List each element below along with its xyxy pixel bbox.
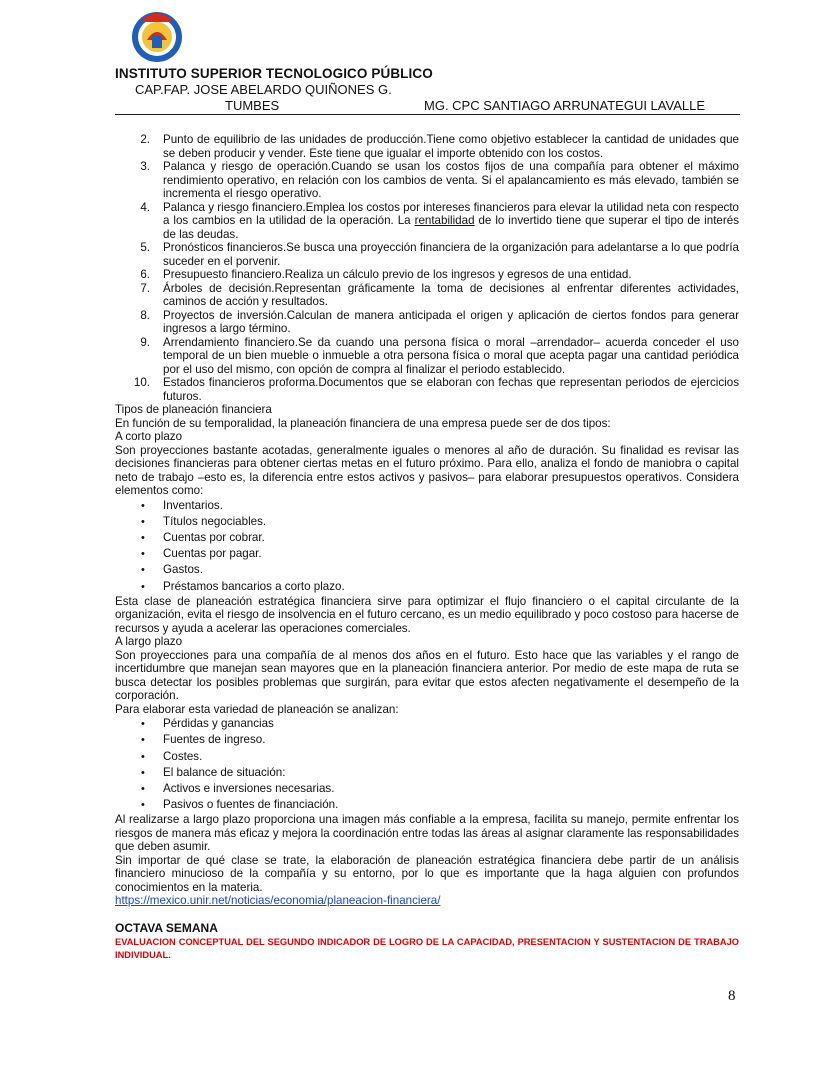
paragraph: Son proyecciones para una compañía de al menos dos años en el futuro. Esto hace que las variables y el rango de incertidumbre que manejan sean mayores que en la planeación financiera anterior. Por medio de este mapa de ruta se busca detectar los posibles problemas que surgirán, para evitar que estos afecten negativamente el desempeño de la corporación. <box>115 648 739 703</box>
list-item: 3. Palanca y riesgo de operación.Cuando se usan los costos fijos de una compañía para obtener el máximo rendimiento operativo, en relación con los cambios de venta. Si el apalancamiento es más elevado, también se incrementa el riesgo operativo. <box>140 160 739 200</box>
paragraph: En función de su temporalidad, la planeación financiera de una empresa puede ser de dos tipos: <box>115 416 611 430</box>
teacher-name: MG. CPC SANTIAGO ARRUNATEGUI LAVALLE <box>424 98 706 113</box>
paragraph: Son proyecciones bastante acotadas, generalmente iguales o menores al año de duración. Su finalidad es revisar las decisiones financieras para obtener ciertas metas en el futuro próximo. Para ello, analiza el fondo de maniobra o capital neto de trabajo –esto es, la diferencia entre estos activos y pasivos– para elaborar presupuestos operativos. Considera elementos como: <box>115 443 739 497</box>
list-item: 9. Arrendamiento financiero.Se da cuando una persona física o moral –arrendador– acuerda conceder el uso temporal de un bien mueble o inmueble a otra persona física o moral que acepta pagar una cantidad periódica por el uso del mismo, con opción de compra al finalizar el periodo establecido. <box>140 335 739 376</box>
header-divider <box>115 114 740 115</box>
subsection-heading: A corto plazo <box>115 430 183 443</box>
list-item: • Préstamos bancarios a corto plazo. <box>115 579 739 595</box>
bullet-list <box>115 716 739 813</box>
list-item: 8. Proyectos de inversión.Calculan de manera anticipada el origen y aplicación de ciertos fondos para generar ingresos a largo término. <box>140 308 739 335</box>
numbered-list <box>115 133 739 403</box>
paragraph: Esta clase de planeación estratégica financiera sirve para optimizar el flujo financiero o el capital circulante de la organización, evita el riesgo de insolvencia en el futuro cercano, es un medio equilibrado y poco costoso para hacerse de recursos y ayuda a acelerar las operaciones comerciales. <box>115 594 739 635</box>
list-item: • Cuentas por pagar. <box>115 546 739 562</box>
list-item: • Gastos. <box>115 562 739 578</box>
institution-name: INSTITUTO SUPERIOR TECNOLOGICO PÚBLICO <box>115 66 433 81</box>
list-item: • Inventarios. <box>115 498 739 514</box>
section-heading: Tipos de planeación financiera <box>115 403 272 416</box>
list-item: • Pérdidas y ganancias <box>115 716 739 732</box>
list-item: • Títulos negociables. <box>115 514 739 530</box>
bullet-list <box>115 498 739 595</box>
list-item: • Cuentas por cobrar. <box>115 530 739 546</box>
evaluation-note: EVALUACION CONCEPTUAL DEL SEGUNDO INDICADOR DE LOGRO DE LA CAPACIDAD, PRESENTACION Y SUSTENTACION DE TRABAJO INDIVIDUAL. <box>115 937 739 961</box>
source-link[interactable]: https://mexico.unir.net/noticias/economia/planeacion-financiera/ <box>115 894 441 908</box>
list-item: 10. Estados financieros proforma.Documentos que se elaboran con fechas que representan periodos de ejercicios futuros. <box>133 376 739 403</box>
list-item: 2. Punto de equilibrio de las unidades de producción.Tiene como objetivo establecer la cantidad de unidades que se deben producir y vender. Este tiene que igualar el importe obtenido con los costos. <box>140 133 739 160</box>
paragraph: Sin importar de qué clase se trate, la elaboración de planeación estratégica financiera debe partir de un análisis financiero minucioso de la compañía y su entorno, por lo que es importante que la haga alguien con profundos conocimientos en la materia. <box>115 853 739 894</box>
list-item: • Pasivos o fuentes de financiación. <box>115 797 739 813</box>
document-body <box>115 133 739 962</box>
week-heading: OCTAVA SEMANA <box>115 920 218 935</box>
institution-city: TUMBES <box>225 98 280 113</box>
paragraph: Al realizarse a largo plazo proporciona una imagen más confiable a la empresa, facilita su manejo, permite enfrentar los riesgos de manera más eficaz y mejora la coordinación entre todas las áreas al asignar claramente las responsabilidades que deben asumir. <box>115 813 739 854</box>
underlined-term: rentabilidad <box>414 214 475 227</box>
list-item: • Fuentes de ingreso. <box>115 732 739 748</box>
institution-logo <box>130 10 184 66</box>
list-item: • Costes. <box>115 749 739 765</box>
list-item: 7. Árboles de decisión.Representan gráficamente la toma de decisiones al enfrentar diferentes actividades, caminos de acción y resultados. <box>140 281 739 308</box>
subsection-heading: A largo plazo <box>115 635 183 649</box>
list-item: 5. Pronósticos financieros.Se busca una proyección financiera de la organización para adelantarse a lo que podría suceder en el porvenir. <box>140 241 739 268</box>
list-item: 6. Presupuesto financiero.Realiza un cálculo previo de los ingresos y egresos de una entidad. <box>140 268 632 281</box>
list-item: 4. Palanca y riesgo financiero.Emplea los costos por intereses financieros para elevar la utilidad neta con respecto a los cambios en la utilidad de la operación. La rentabilidad de lo invertido tiene que superar el tipo de interés de las deudas. <box>140 200 739 241</box>
institution-subname: CAP.FAP. JOSE ABELARDO QUIÑONES G. <box>135 82 392 97</box>
page-number: 8 <box>728 988 736 1004</box>
list-item: • El balance de situación: <box>115 765 739 781</box>
list-item: • Activos e inversiones necesarias. <box>115 781 739 797</box>
paragraph: Para elaborar esta variedad de planeación se analizan: <box>115 702 399 716</box>
